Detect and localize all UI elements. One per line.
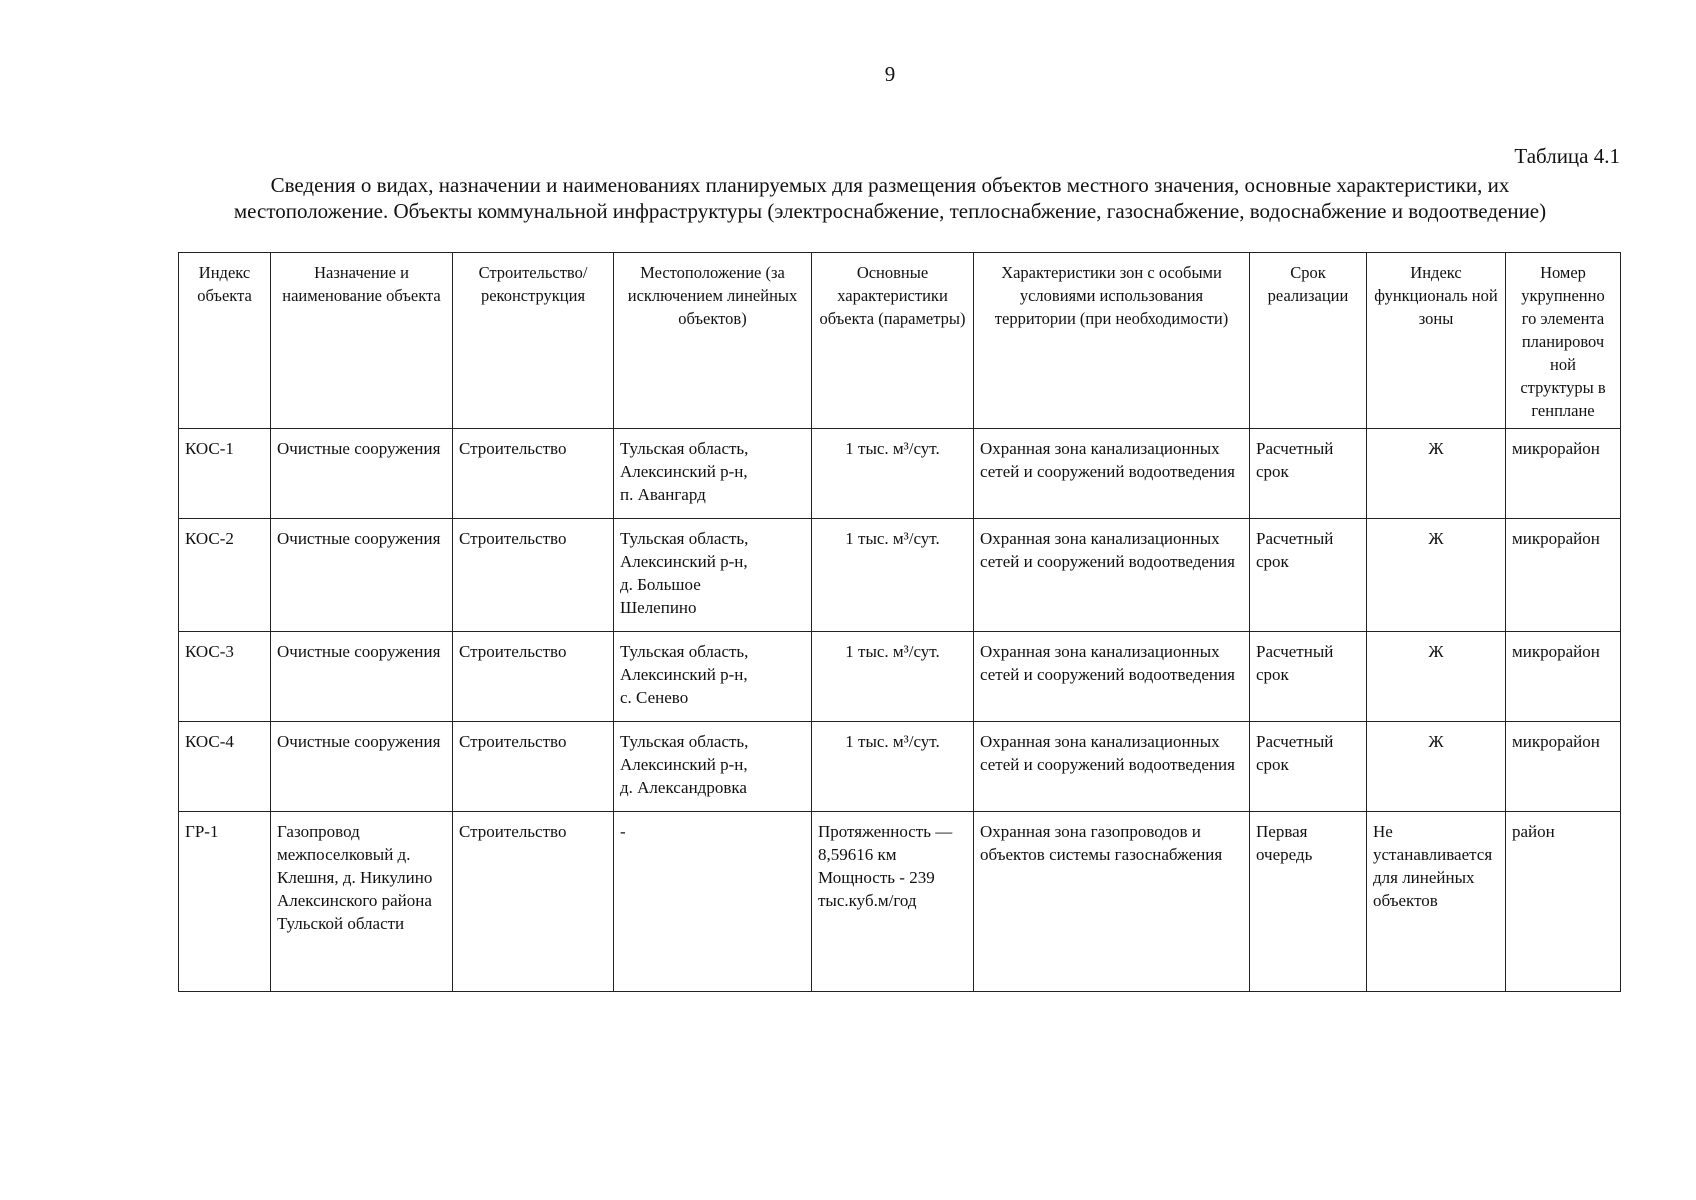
cell-params: 1 тыс. м³/сут. <box>812 722 974 812</box>
table-label: Таблица 4.1 <box>1514 144 1620 168</box>
header-type: Строительство/ реконструкция <box>453 253 614 429</box>
header-location: Местоположение (за исключением линейных объектов) <box>614 253 812 429</box>
cell-type: Строительство <box>453 519 614 632</box>
cell-zone-index: Ж <box>1367 519 1506 632</box>
cell-index: ГР-1 <box>179 812 271 992</box>
header-zones: Характеристики зон с особыми условиями использования территории (при необходимости) <box>974 253 1250 429</box>
table-row <box>179 519 1621 632</box>
cell-type: Строительство <box>453 632 614 722</box>
cell-index: КОС-2 <box>179 519 271 632</box>
cell-zones: Охранная зона газопроводов и объектов системы газоснабжения <box>974 812 1250 992</box>
header-zone-index: Индекс функциональ ной зоны <box>1367 253 1506 429</box>
header-index: Индекс объекта <box>179 253 271 429</box>
header-params: Основные характеристики объекта (параметры) <box>812 253 974 429</box>
cell-params: 1 тыс. м³/сут. <box>812 519 974 632</box>
cell-term: Расчетный срок <box>1250 722 1367 812</box>
table-title: Сведения о видах, назначении и наименованиях планируемых для размещения объектов местного значения, основные характеристики, их местоположение. Объекты коммунальной инфраструктуры (электроснабжение, теплоснабжение, газоснабжение, водоснабжение и водоотведение) <box>233 173 1547 223</box>
cell-params: 1 тыс. м³/сут. <box>812 632 974 722</box>
cell-zone-index: Ж <box>1367 632 1506 722</box>
cell-element: микрорайон <box>1506 632 1621 722</box>
cell-index: КОС-3 <box>179 632 271 722</box>
cell-name: Очистные сооружения <box>271 632 453 722</box>
cell-index: КОС-1 <box>179 429 271 519</box>
cell-type: Строительство <box>453 429 614 519</box>
table-row <box>179 722 1621 812</box>
cell-zones: Охранная зона канализационных сетей и сооружений водоотведения <box>974 519 1250 632</box>
cell-index: КОС-4 <box>179 722 271 812</box>
cell-location: - <box>614 812 812 992</box>
cell-location: Тульская область, Алексинский р-н, д. Александровка <box>614 722 812 812</box>
cell-location: Тульская область, Алексинский р-н, с. Сенево <box>614 632 812 722</box>
header-name: Назначение и наименование объекта <box>271 253 453 429</box>
cell-name: Очистные сооружения <box>271 429 453 519</box>
cell-element: район <box>1506 812 1621 992</box>
page-number: 9 <box>884 62 896 86</box>
cell-element: микрорайон <box>1506 519 1621 632</box>
cell-type: Строительство <box>453 812 614 992</box>
cell-term: Расчетный срок <box>1250 632 1367 722</box>
cell-zone-index: Ж <box>1367 722 1506 812</box>
cell-term: Расчетный срок <box>1250 429 1367 519</box>
table-row <box>179 429 1621 519</box>
cell-name: Очистные сооружения <box>271 519 453 632</box>
cell-params: 1 тыс. м³/сут. <box>812 429 974 519</box>
cell-location: Тульская область, Алексинский р-н, п. Авангард <box>614 429 812 519</box>
cell-zones: Охранная зона канализационных сетей и сооружений водоотведения <box>974 632 1250 722</box>
cell-zones: Охранная зона канализационных сетей и сооружений водоотведения <box>974 722 1250 812</box>
cell-name: Газопровод межпоселковый д. Клешня, д. Никулино Алексинского района Тульской области <box>271 812 453 992</box>
cell-zones: Охранная зона канализационных сетей и сооружений водоотведения <box>974 429 1250 519</box>
cell-location: Тульская область, Алексинский р-н, д. Большое Шелепино <box>614 519 812 632</box>
cell-element: микрорайон <box>1506 429 1621 519</box>
cell-term: Первая очередь <box>1250 812 1367 992</box>
cell-element: микрорайон <box>1506 722 1621 812</box>
infrastructure-table <box>178 252 1621 992</box>
cell-name: Очистные сооружения <box>271 722 453 812</box>
cell-type: Строительство <box>453 722 614 812</box>
table-header-row <box>179 253 1621 429</box>
cell-params: Протяженность — 8,59616 км Мощность - 239 тыс.куб.м/год <box>812 812 974 992</box>
table-row <box>179 632 1621 722</box>
cell-zone-index: Не устанавливается для линейных объектов <box>1367 812 1506 992</box>
table-row <box>179 812 1621 992</box>
header-element: Номер укрупненно го элемента планировоч ной структуры в генплане <box>1506 253 1621 429</box>
cell-term: Расчетный срок <box>1250 519 1367 632</box>
header-term: Срок реализации <box>1250 253 1367 429</box>
cell-zone-index: Ж <box>1367 429 1506 519</box>
